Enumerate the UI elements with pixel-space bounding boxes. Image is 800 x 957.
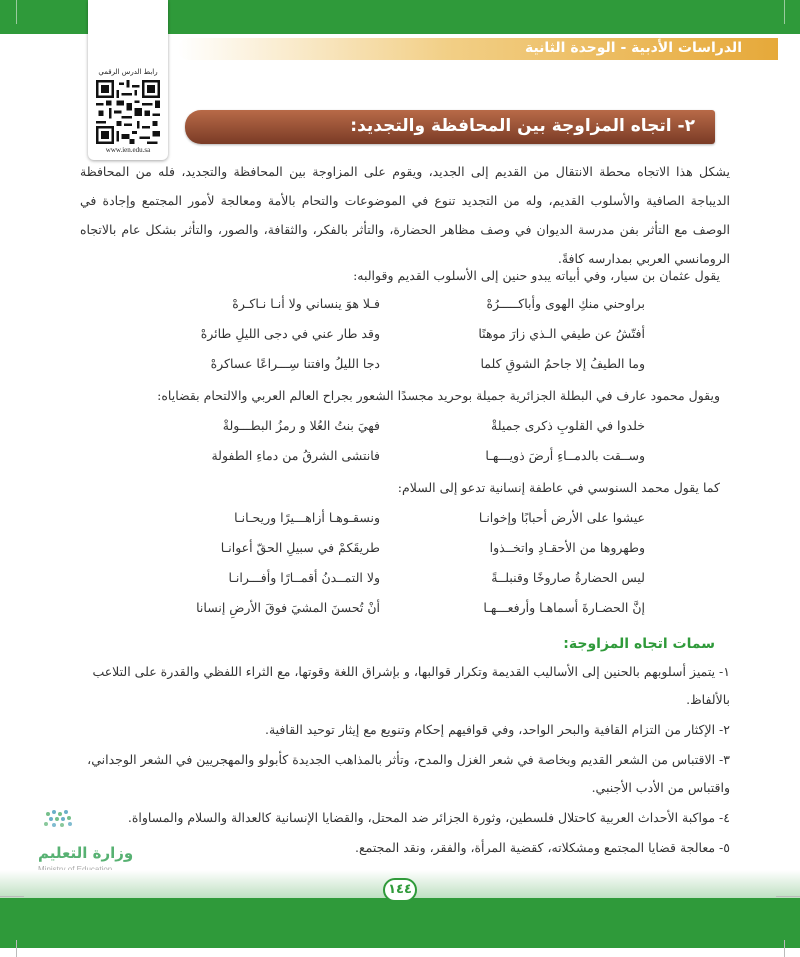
crop-mark [784,940,785,957]
bottom-band [0,898,800,948]
poem3-intro: كما يقول محمد السنوسي في عاطفة إنسانية تدعو إلى السلام: [397,480,720,495]
page-number: ١٤٤ [383,878,417,902]
feature-item: ٣- الاقتباس من الشعر القديم وبخاصة في شعر الغزل والمدح، وتأثر بالمذاهب الجديدة كأبولو والمهجريين في الشعر الوجداني، واقتباس من الأدب الأجنبي. [87,752,730,795]
intro-paragraph: يشكل هذا الاتجاه محطة الانتقال من القديم إلى الجديد، ويقوم على المزاوجة بين المحافظة والتجديد، فله من المحافظة الديباجة الصافية والأسلوب القديم، وله من التجديد تنوع في الموضوعات والتحام بالأمة ومعالجة لأمور المجتمع وإجادة في الوصف مع التأثر بفن مدرسة الديوان في وصف مظاهر الحضارة، والتأثر بالفكر، والثقافة، والصور، والتأثر بشكل عام بالاتجاه الرومانسي العربي بمدارسه كافةً. [80,164,730,266]
verse-hemistich: وســقت بالدمــاءِ أرضَ ذويـــهـا [485,448,645,463]
feature-item: ٤- مواكبة الأحداث العربية كاحتلال فلسطين، وثورة الجزائر ضد المحتل، والقضايا الإنسانية كالعدالة والسلام والمساواة. [127,810,730,825]
verse-hemistich: أفتّشُ عن طيفي الـذي زارَ موهنًا [478,326,645,341]
verse-hemistich: ولا التمــدنُ أقمــارًا وأفـــرانـا [228,570,380,585]
qr-code-icon[interactable] [96,80,160,144]
ministry-dots-icon [38,808,148,840]
crop-mark [16,0,17,24]
verse-hemistich: خلدوا في القلوبِ ذكرى جميلةْ [491,418,645,433]
verse-hemistich: وقد طار عني في دجى الليلِ طائرهْ [200,326,380,341]
verse-hemistich: طريقَكمْ في سبيلِ الحقّ أعوانـا [220,540,380,555]
feature-item: ٥- معالجة قضايا المجتمع ومشكلاته، كقضية المرأة، والفقر، ونقد المجتمع. [355,840,730,855]
features-heading: سمات اتجاه المزاوجة: [563,636,715,652]
verse-hemistich: وما الطيفُ إلا جاحمُ الشوقِ كلما [480,356,645,371]
verse-hemistich: وطهروها من الأحقـادِ واتخــذوا [489,540,645,555]
section-title: ٢- اتجاه المزاوجة بين المحافظة والتجديد: [350,116,695,136]
verse-hemistich: براوحني منكِ الهوى وأباكـــــرُهْ [486,296,645,311]
unit-header [178,38,778,60]
verse-hemistich: فانتشى الشرقُ من دماءِ الطفولة [211,448,380,463]
feature-item: ٢- الإكثار من التزام القافية والبحر الواحد، وفي قوافيهم إحكام وتنويع مع إيثار توحيد القافية. [264,722,730,737]
crop-mark [16,940,17,957]
crop-mark [0,896,24,897]
crop-mark [776,896,800,897]
verse-hemistich: دجا الليلُ وافتنا سِـــراعًا عساكرهْ [210,356,380,371]
verse-hemistich: عيشوا على الأرض أحبابًا وإخوانـا [478,510,645,525]
ministry-name-ar: وزارة التعليم [38,844,134,862]
verse-hemistich: فـلا هوَ ينساني ولا أنـا نـاكـرهْ [232,296,380,311]
verse-hemistich: ونسقـوهـا أزاهـــيرًا وريحـانـا [234,510,380,525]
feature-item: ١- يتميز أسلوبهم بالحنين إلى الأساليب القديمة وتكرار قوالبها، و بإشراق اللغة وقوتها، مع الثراء اللفظي والقدرة على التلاعب بالألفاظ. [92,664,730,707]
unit-label: الدراسات الأدبية - الوحدة الثانية [524,40,742,56]
poem2-intro: ويقول محمود عارف في البطلة الجزائرية جميلة بوحريد مجسدًا الشعور بجراح العالم العربي والالتحام بقضاياه: [157,388,720,403]
qr-panel[interactable] [88,0,168,160]
verse-hemistich: ليس الحضارةُ صاروخًا وقنبلــةً [491,570,645,585]
qr-url[interactable]: www.ien.edu.sa [105,146,151,154]
verse-hemistich: فهيَ بنتُ العُلا و رمزُ البطـــولةْ [222,418,380,433]
qr-title: رابط الدرس الرقمي [98,68,158,76]
section-title-bar [185,110,715,144]
verse-hemistich: أنْ تُحسنَ المشيَ فوقَ الأرضِ إنسانا [196,600,380,615]
crop-mark [784,0,785,24]
poem1-intro: يقول عثمان بن سيار، وفي أبياته يبدو حنين إلى الأسلوب القديم وقوالبه: [353,268,720,283]
verse-hemistich: إنَّ الحضـارةَ أسماهـا وأرفعـــهـا [483,600,645,615]
